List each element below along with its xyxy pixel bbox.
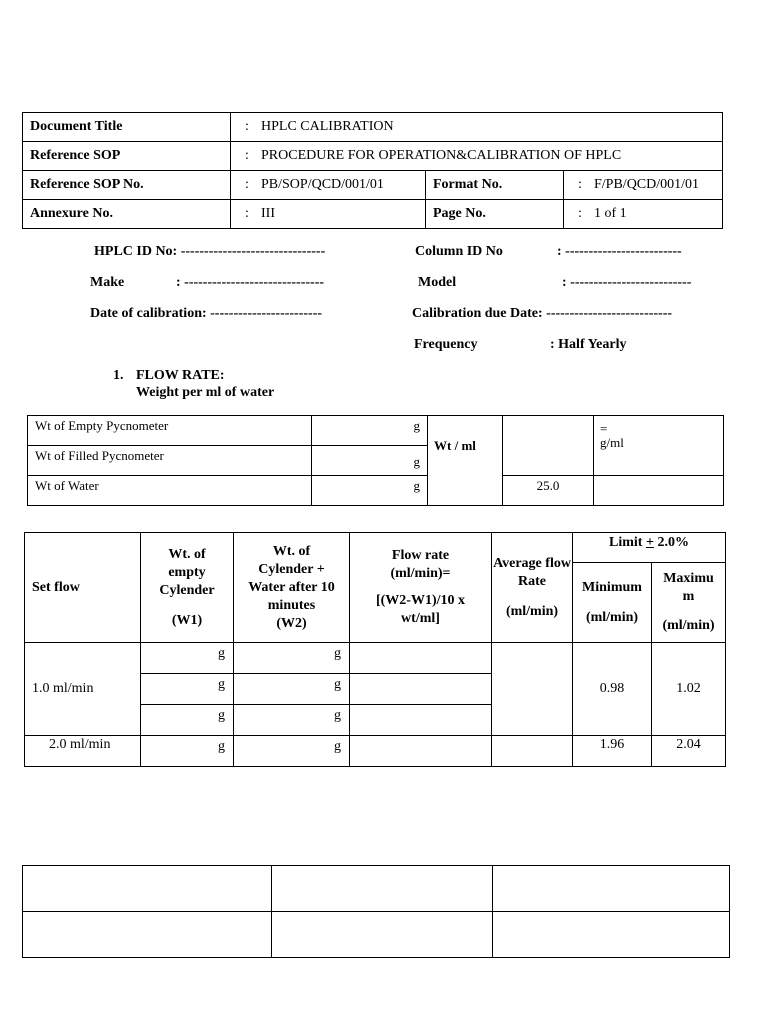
ref-sop-no-label: Reference SOP No.	[23, 171, 231, 200]
header-average-flow-rate: Average flow Rate (ml/min)	[492, 533, 573, 643]
section-title: FLOW RATE:	[136, 368, 225, 383]
signature-cell	[272, 866, 493, 912]
gml-unit: g/ml	[600, 435, 624, 450]
signature-cell	[23, 912, 272, 958]
max-limit-2ml: 2.04	[652, 736, 726, 767]
min-limit-1ml: 0.98	[573, 643, 652, 736]
empty-pycnometer-label: Wt of Empty Pycnometer	[28, 416, 312, 446]
w1-cell: g	[141, 674, 234, 705]
doc-title-label: Document Title	[23, 113, 231, 142]
w2-cell: g	[234, 674, 350, 705]
header-set-flow: Set flow	[25, 533, 141, 643]
w1-cell: g	[141, 705, 234, 736]
flow-rate-table	[24, 532, 726, 767]
date-of-calibration-field: Date of calibration: ------------------------	[90, 306, 323, 321]
filled-pycnometer-unit: g	[312, 446, 428, 476]
empty-pycnometer-unit: g	[312, 416, 428, 446]
wt-ml-label: Wt / ml	[428, 416, 503, 476]
w1-cell: g	[141, 643, 234, 674]
format-no-value: : F/PB/QCD/001/01	[564, 171, 723, 200]
min-limit-2ml: 1.96	[573, 736, 652, 767]
ref-sop-label: Reference SOP	[23, 142, 231, 171]
frequency-label: Frequency	[414, 337, 478, 352]
ref-sop-no-value: : PB/SOP/QCD/001/01	[231, 171, 426, 200]
weight-per-ml-table	[27, 415, 724, 506]
water-label: Wt of Water	[28, 476, 312, 506]
make-value: : ------------------------------	[176, 275, 325, 290]
signature-cell	[23, 866, 272, 912]
doc-title-value: : HPLC CALIBRATION	[231, 113, 723, 142]
make-label: Make	[90, 275, 125, 290]
section-number: 1.	[113, 368, 124, 383]
signature-cell	[493, 912, 730, 958]
frequency-value: : Half Yearly	[550, 337, 627, 352]
annexure-value: : III	[231, 200, 426, 229]
annexure-label: Annexure No.	[23, 200, 231, 229]
flow-rate-cell	[350, 643, 492, 674]
temperature-value: 25.0	[503, 476, 594, 506]
empty-cell	[594, 476, 724, 506]
page-no-label: Page No.	[426, 200, 564, 229]
signature-cell	[272, 912, 493, 958]
signature-table	[22, 865, 730, 958]
page-no-value: : 1 of 1	[564, 200, 723, 229]
ref-sop-value: : PROCEDURE FOR OPERATION&CALIBRATION OF HPLC	[231, 142, 723, 171]
column-id-label: Column ID No	[415, 244, 503, 259]
column-id-value: : -------------------------	[557, 244, 682, 259]
section-subtitle: Weight per ml of water	[136, 385, 275, 400]
set-flow-1ml: 1.0 ml/min	[25, 643, 141, 736]
average-flow-cell	[492, 736, 573, 767]
model-label: Model	[418, 275, 457, 290]
empty-cell	[428, 476, 503, 506]
flow-rate-cell	[350, 674, 492, 705]
average-flow-cell	[492, 643, 573, 736]
equals-sign: =	[600, 421, 608, 436]
w2-cell: g	[234, 705, 350, 736]
header-wt-cylinder-water: Wt. of Cylender + Water after 10 minutes (W2)	[234, 533, 350, 643]
w1-cell: g	[141, 736, 234, 767]
w2-cell: g	[234, 643, 350, 674]
w2-cell: g	[234, 736, 350, 767]
model-value: : --------------------------	[562, 275, 692, 290]
calibration-due-date-field: Calibration due Date: ---------------------------	[412, 306, 673, 321]
signature-cell	[493, 866, 730, 912]
header-maximum: Maximu m (ml/min)	[652, 563, 726, 643]
flow-rate-cell	[350, 705, 492, 736]
max-limit-1ml: 1.02	[652, 643, 726, 736]
set-flow-2ml: 2.0 ml/min	[25, 736, 141, 767]
header-minimum: Minimum (ml/min)	[573, 563, 652, 643]
filled-pycnometer-label: Wt of Filled Pycnometer	[28, 446, 312, 476]
header-limit: Limit + 2.0%	[573, 533, 726, 563]
document-header-table	[22, 112, 723, 229]
format-no-label: Format No.	[426, 171, 564, 200]
header-wt-empty-cylinder: Wt. of empty Cylender (W1)	[141, 533, 234, 643]
wt-ml-result-cell	[594, 416, 724, 476]
flow-rate-cell	[350, 736, 492, 767]
header-flow-rate: Flow rate (ml/min)= [(W2-W1)/10 x wt/ml]	[350, 533, 492, 643]
water-unit: g	[312, 476, 428, 506]
hplc-id-field: HPLC ID No: -------------------------------	[94, 244, 326, 259]
wt-ml-value-cell	[503, 416, 594, 476]
